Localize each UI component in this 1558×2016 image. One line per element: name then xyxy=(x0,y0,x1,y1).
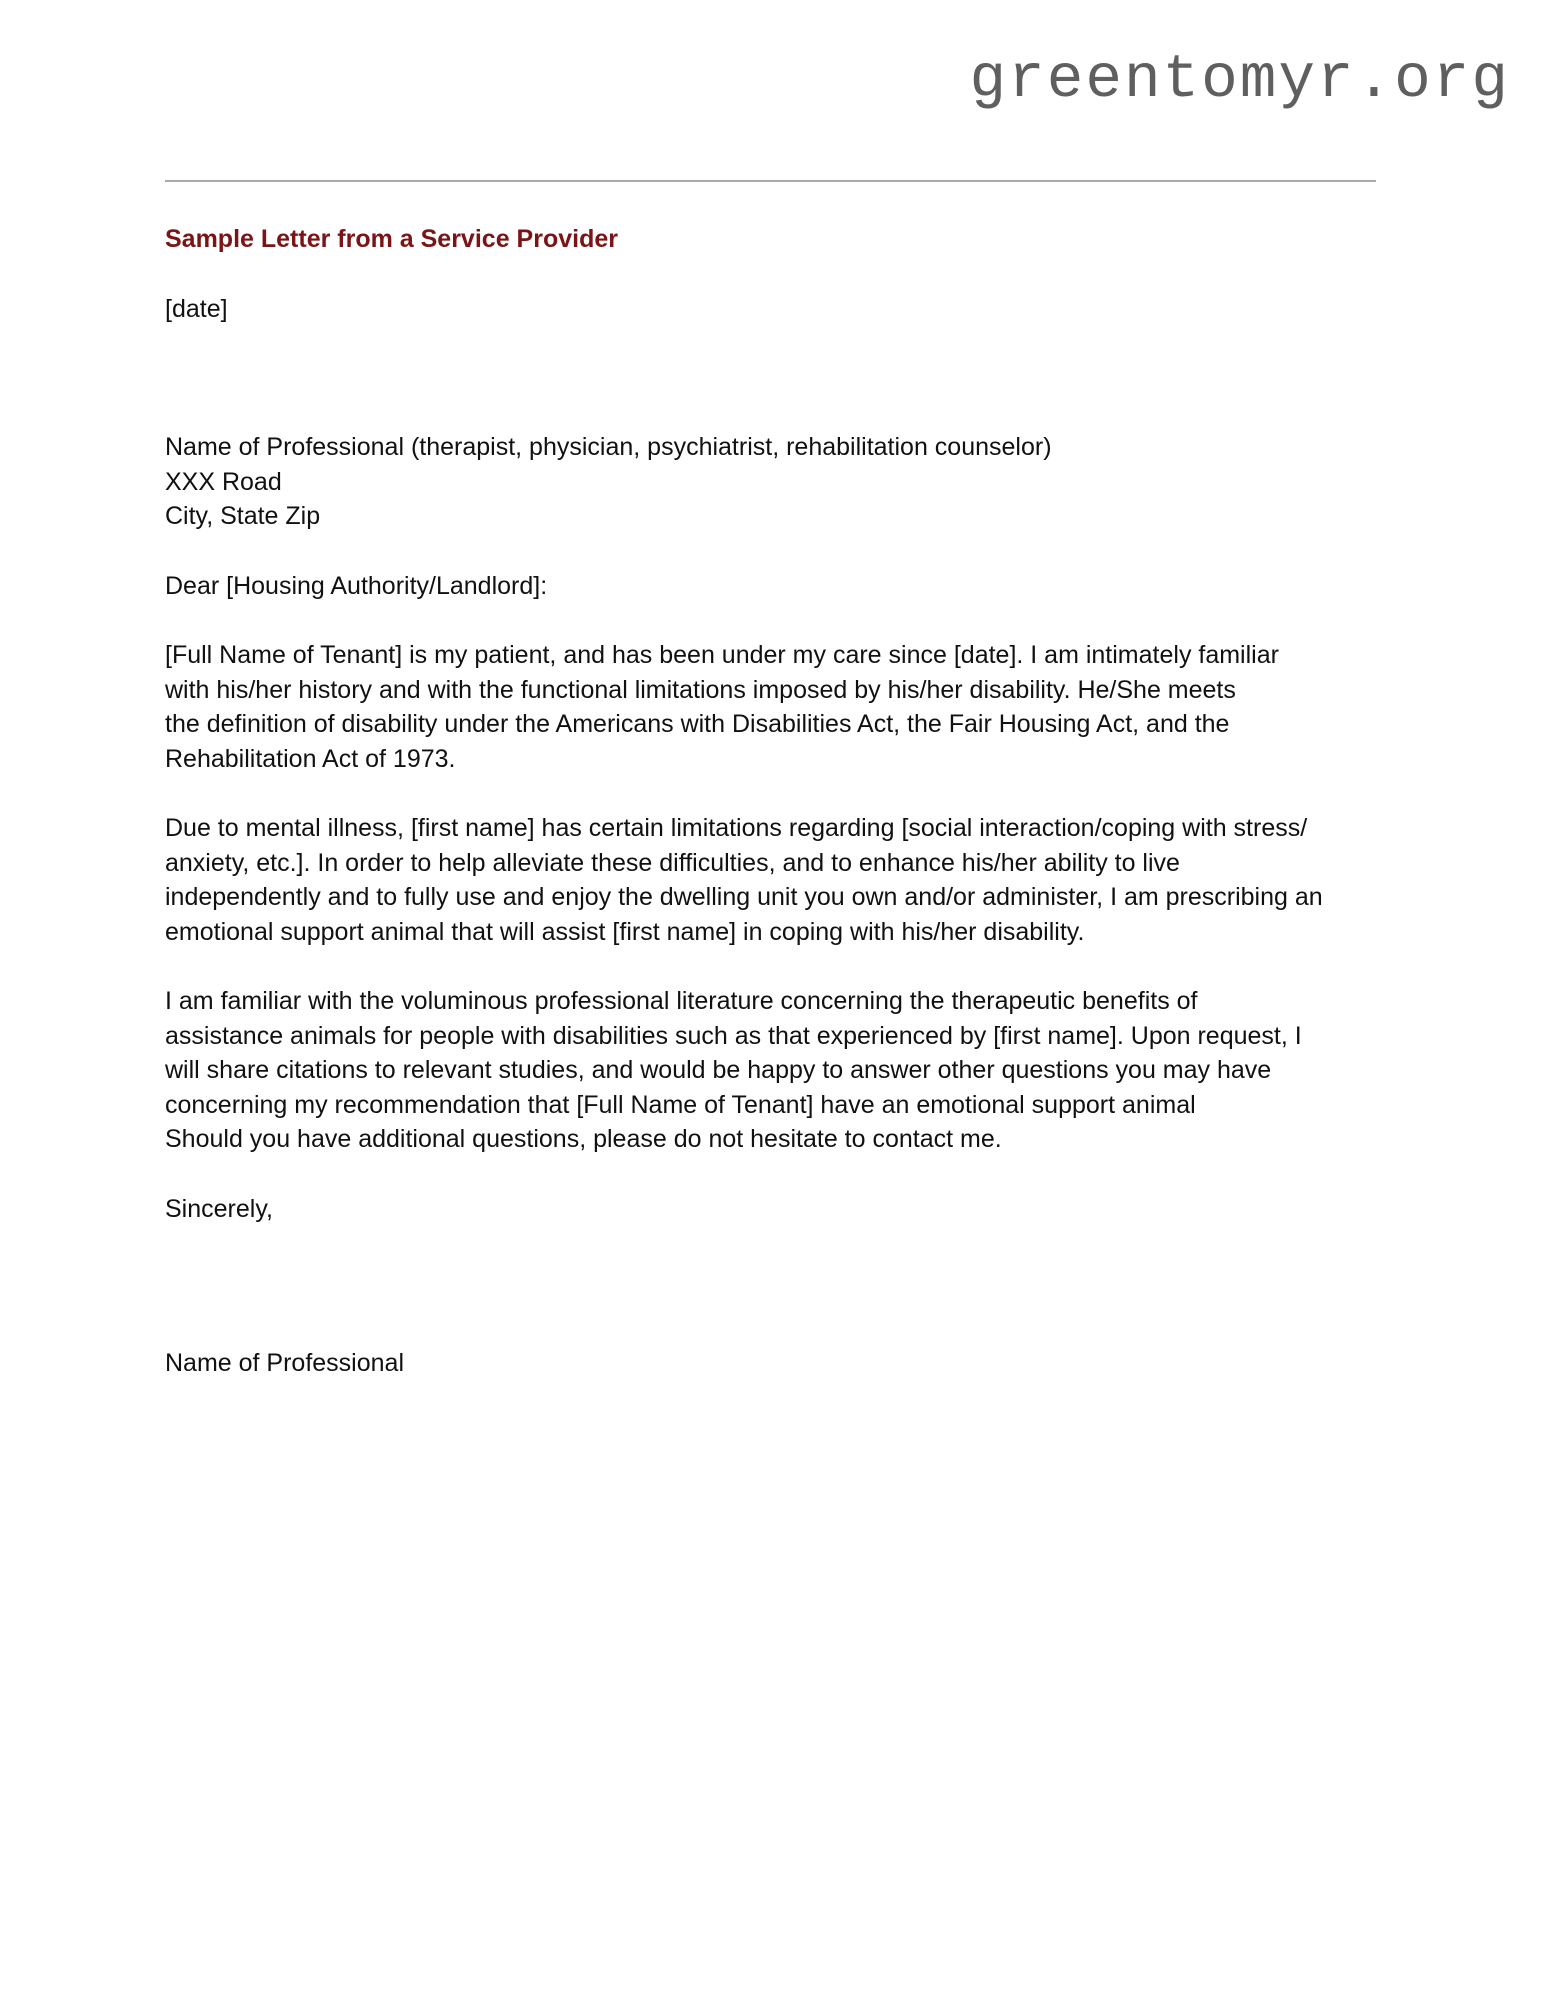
paragraph-line: independently and to fully use and enjoy the dwelling unit you own and/or administer, I am prescribing an xyxy=(165,883,1323,911)
paragraph-3 xyxy=(165,984,1385,1157)
site-watermark: greentomyr.org xyxy=(969,46,1510,115)
signature-name: Name of Professional xyxy=(165,1349,405,1377)
paragraph-2 xyxy=(165,811,1385,949)
closing: Sincerely, xyxy=(165,1194,273,1223)
address-line: City, State Zip xyxy=(165,502,321,530)
address-line: Name of Professional (therapist, physician, psychiatrist, rehabilitation counselor) xyxy=(165,433,1052,461)
header-divider xyxy=(165,180,1376,182)
paragraph-line: with his/her history and with the functional limitations imposed by his/her disability. He/She meets xyxy=(165,675,1236,704)
paragraph-line: emotional support animal that will assist [first name] in coping with his/her disability. xyxy=(165,917,1085,946)
paragraph-1 xyxy=(165,638,1385,776)
paragraph-line: assistance animals for people with disabilities such as that experienced by [first name]. Upon request, I xyxy=(165,1021,1302,1050)
paragraph-line: Due to mental illness, [first name] has certain limitations regarding [social interaction/coping with stress/ xyxy=(165,814,1308,842)
paragraph-line: Rehabilitation Act of 1973. xyxy=(165,744,456,773)
salutation: Dear [Housing Authority/Landlord]: xyxy=(165,571,548,600)
paragraph-line: will share citations to relevant studies, and would be happy to answer other questions you may have xyxy=(165,1056,1272,1084)
paragraph-line: I am familiar with the voluminous professional literature concerning the therapeutic benefits of xyxy=(165,987,1198,1015)
paragraph-line: the definition of disability under the Americans with Disabilities Act, the Fair Housing Act, and the xyxy=(165,710,1230,738)
paragraph-line: [Full Name of Tenant] is my patient, and has been under my care since [date]. I am intimately familiar xyxy=(165,641,1279,669)
letter-heading: Sample Letter from a Service Provider xyxy=(165,225,618,253)
paragraph-line: anxiety, etc.]. In order to help alleviate these difficulties, and to enhance his/her ability to live xyxy=(165,848,1180,877)
paragraph-line: concerning my recommendation that [Full Name of Tenant] have an emotional support animal xyxy=(165,1090,1196,1119)
paragraph-line: Should you have additional questions, please do not hesitate to contact me. xyxy=(165,1125,1002,1153)
recipient-address xyxy=(165,430,1385,534)
letter-date: [date] xyxy=(165,294,228,323)
address-line: XXX Road xyxy=(165,467,282,496)
letter-body xyxy=(165,222,1385,1381)
